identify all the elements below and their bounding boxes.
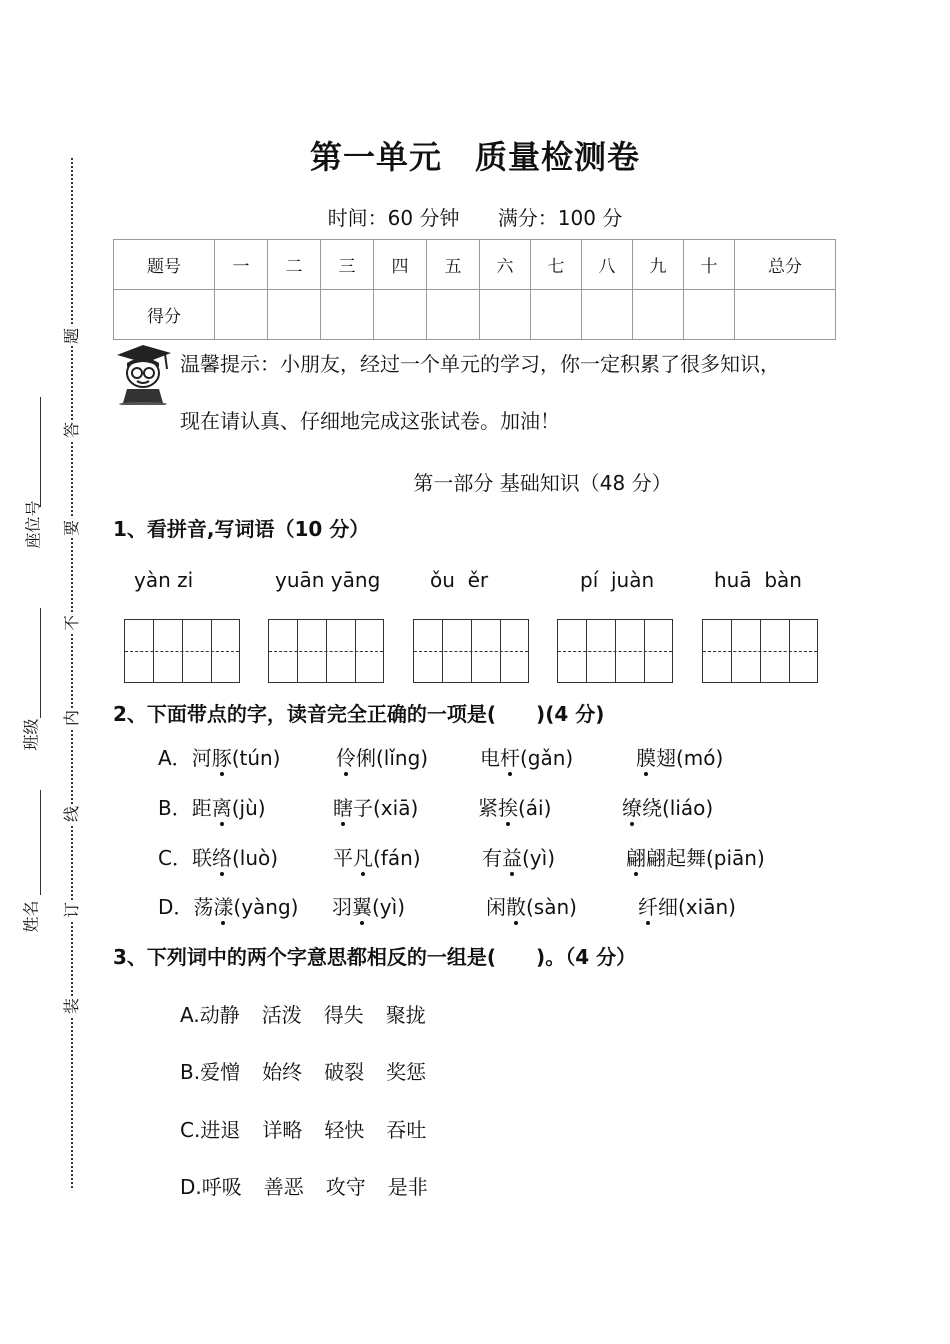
option-letter: B． [158,796,192,820]
class-label: 班级 [21,718,41,751]
page-title: 第一单元 质量检测卷 [309,138,640,176]
tip-line-1: 温馨提示：小朋友，经过一个单元的学习，你一定积累了很多知识， [180,352,780,376]
writing-grid[interactable] [268,619,384,683]
score-entry[interactable] [321,290,374,340]
name-line [40,790,41,895]
binding-dotted-line [71,158,73,1188]
score-cell: 一 [215,240,268,290]
doctor-mascot-icon [113,343,177,405]
option-word: 荡漾(yàng) [193,895,298,919]
score-cell: 八 [582,240,633,290]
q2-option-b[interactable] [158,792,266,821]
score-entry[interactable] [531,290,582,340]
margin-char: 线 [62,806,81,823]
pinyin-label: ǒu ěr [430,568,489,592]
tip-line-2: 现在请认真、仔细地完成这张试卷。加油！ [180,409,560,433]
q3-option-d[interactable]: D.呼吸 善恶 攻守 是非 [180,1175,428,1199]
margin-char: 装 [62,998,81,1015]
q2-option-d-word-4: 纤细(xiān) [638,891,736,920]
question-1-title: 1、看拼音,写词语（10 分） [113,517,370,541]
q2-option-c-word-3: 有益(yì) [482,842,555,871]
q2-option-a-word-4: 膜翅(mó) [636,742,723,771]
question-2-title: 2、下面带点的字，读音完全正确的一项是( )(4 分) [113,702,605,726]
option-letter: D． [158,895,194,919]
writing-grid[interactable] [557,619,673,683]
q2-option-d-word-2: 羽翼(yì) [332,891,405,920]
margin-char: 答 [62,422,81,439]
full-score: 满分：100 分 [497,206,623,230]
q3-option-c[interactable]: C.进退 详略 轻快 吞吐 [180,1118,427,1142]
margin-char: 题 [62,328,81,345]
seat-number-label: 座位号 [23,500,43,549]
score-entry[interactable] [480,290,531,340]
score-cell: 四 [374,240,427,290]
class-line [40,608,41,718]
exam-info [0,202,950,231]
option-word: 距离(jù) [192,796,266,820]
q2-option-b-word-2: 瞎子(xiā) [333,792,418,821]
q2-option-c-word-4: 翩翩起舞(piān) [626,842,765,871]
q2-option-a[interactable] [158,742,281,771]
margin-char: 要 [62,520,81,537]
margin-char: 订 [62,902,81,919]
q2-option-d[interactable] [158,891,298,920]
score-entry[interactable] [268,290,321,340]
time-limit: 时间：60 分钟 [327,206,460,230]
option-word: 联络(luò) [192,846,278,870]
question-3-title: 3、下列词中的两个字意思都相反的一组是( )。（4 分） [113,945,637,969]
score-cell: 得分 [114,290,215,340]
q2-option-d-word-3: 闲散(sàn) [486,891,577,920]
score-cell: 十 [684,240,735,290]
section-heading: 第一部分 基础知识（48 分） [413,471,672,495]
q2-option-a-word-2: 伶俐(lǐng) [336,742,428,771]
score-cell: 总分 [735,240,836,290]
option-word: 河豚(tún) [192,746,281,770]
option-letter: C． [158,846,192,870]
q2-option-a-word-3: 电杆(gǎn) [480,742,573,771]
score-entry[interactable] [215,290,268,340]
score-entry[interactable] [427,290,480,340]
score-cell: 二 [268,240,321,290]
score-cell: 九 [633,240,684,290]
score-cell: 七 [531,240,582,290]
score-entry[interactable] [374,290,427,340]
option-letter: A． [158,746,192,770]
score-table-score-row [114,290,836,340]
score-entry[interactable] [633,290,684,340]
pinyin-label: yuān yāng [275,568,381,592]
score-cell: 三 [321,240,374,290]
margin-char: 不 [62,615,81,632]
score-table-header-row [114,240,836,290]
pinyin-label: pí juàn [580,568,655,592]
pinyin-label: huā bàn [714,568,802,592]
pinyin-label: yàn zi [134,568,194,592]
q3-option-a[interactable]: A.动静 活泼 得失 聚拢 [180,1003,426,1027]
q2-option-c[interactable] [158,842,278,871]
writing-grid[interactable] [124,619,240,683]
q3-option-b[interactable]: B.爱憎 始终 破裂 奖惩 [180,1060,427,1084]
score-entry[interactable] [735,290,836,340]
score-entry[interactable] [582,290,633,340]
q2-option-b-word-4: 缭绕(liáo) [622,792,713,821]
q2-option-b-word-3: 紧挨(ái) [478,792,551,821]
score-table [113,239,836,340]
score-cell: 题号 [114,240,215,290]
score-entry[interactable] [684,290,735,340]
writing-grid[interactable] [413,619,529,683]
name-label: 姓名 [21,900,41,933]
score-cell: 五 [427,240,480,290]
score-cell: 六 [480,240,531,290]
margin-char: 内 [62,710,81,727]
writing-grid[interactable] [702,619,818,683]
q2-option-c-word-2: 平凡(fán) [333,842,421,871]
